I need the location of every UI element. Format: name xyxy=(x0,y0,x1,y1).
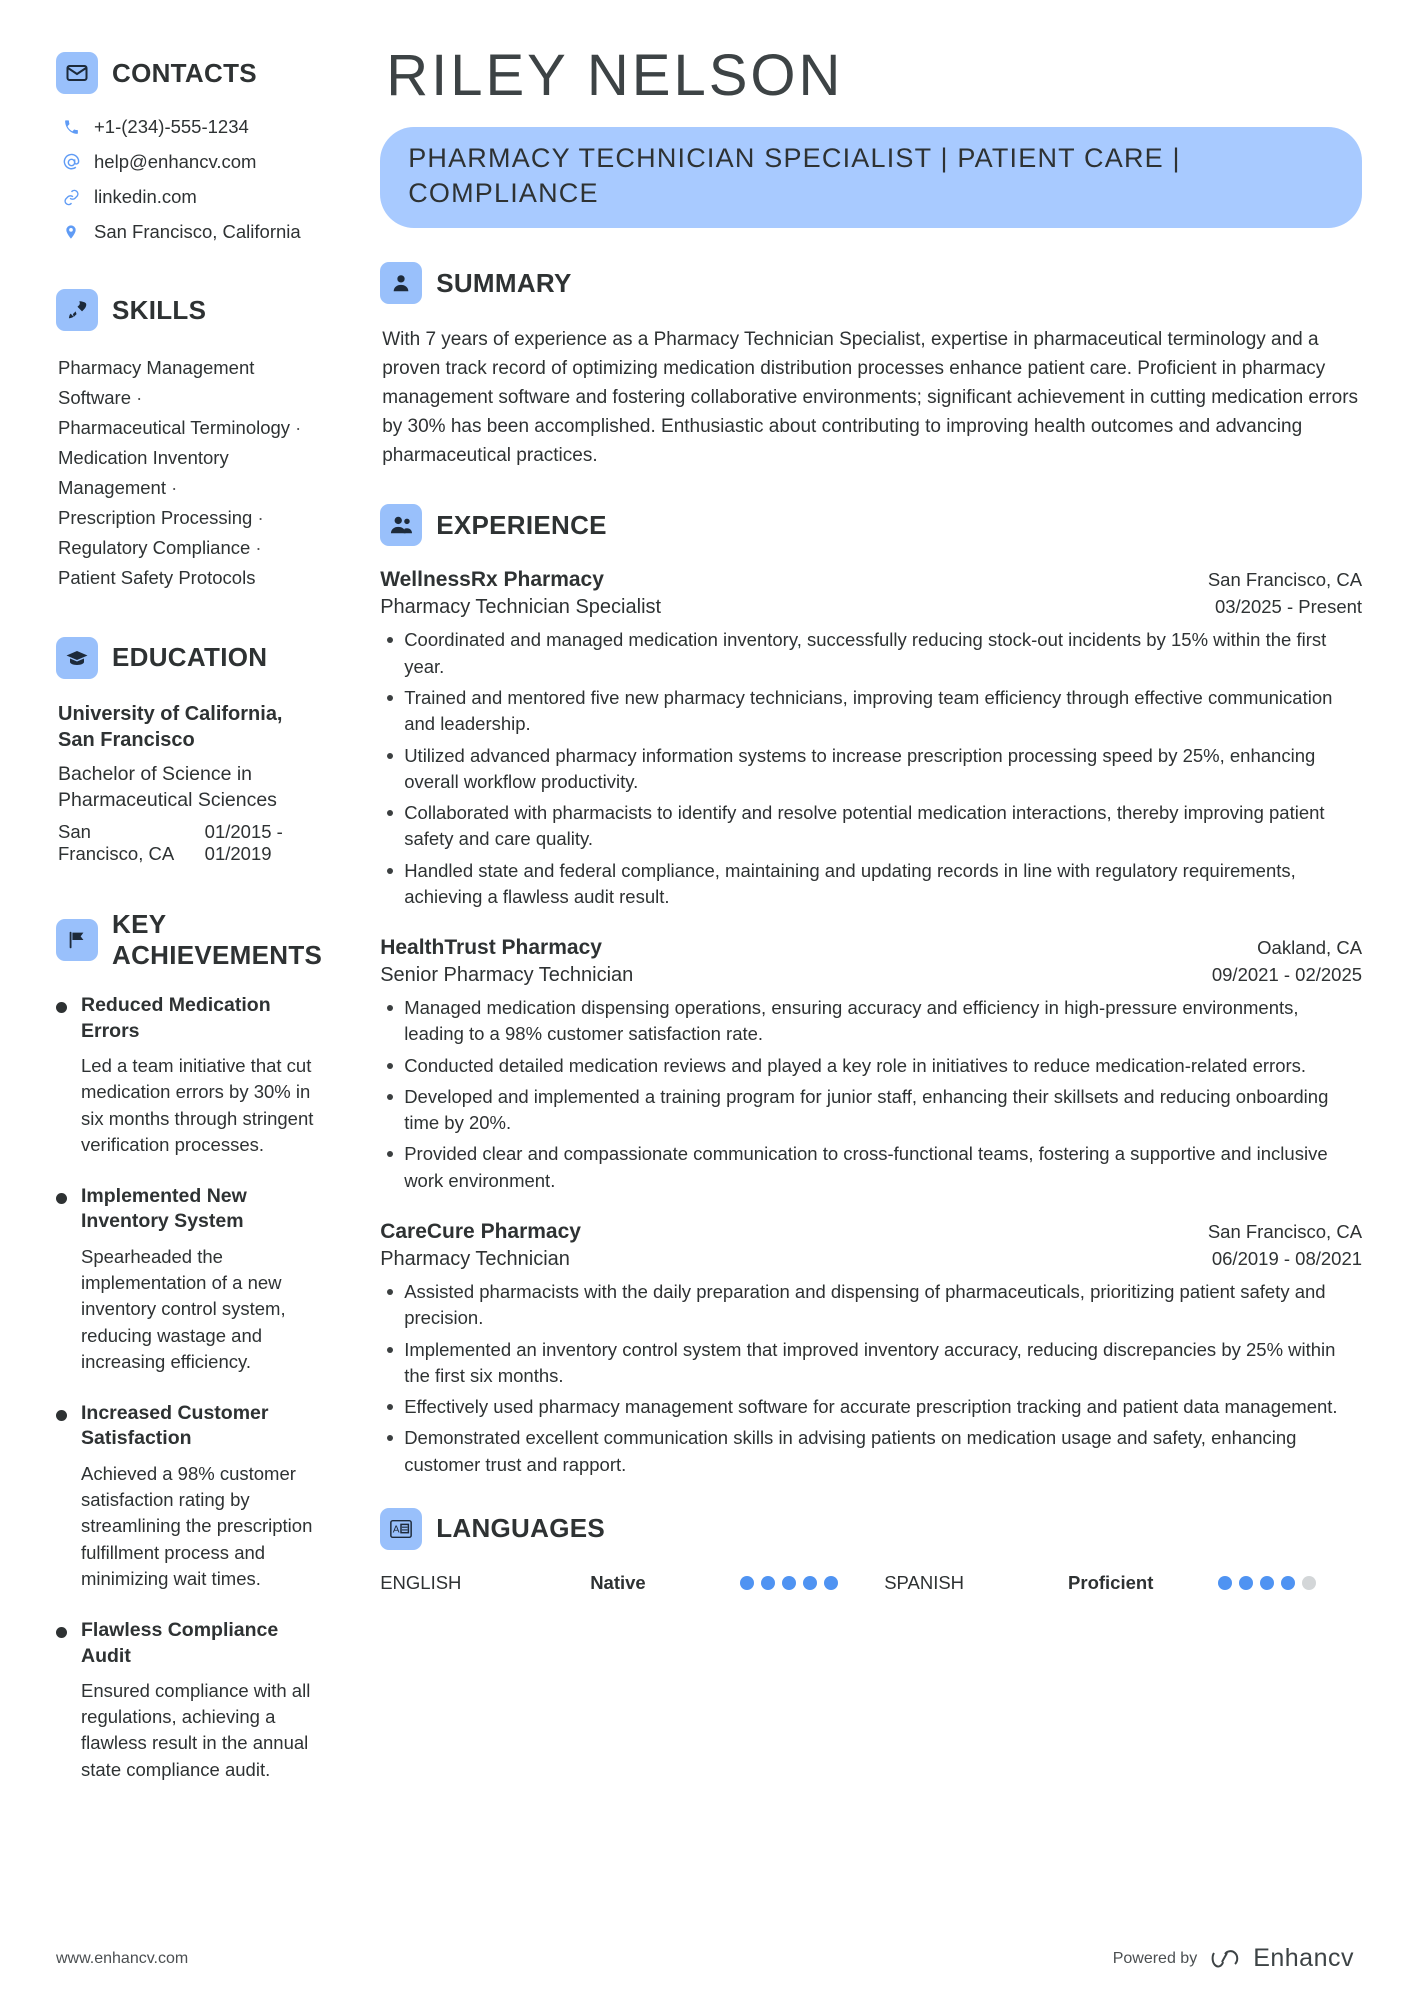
person-icon xyxy=(380,262,422,304)
translate-icon xyxy=(380,1508,422,1550)
achievements-section-header xyxy=(56,909,322,971)
experience-dates: 06/2019 - 08/2021 xyxy=(1211,1247,1363,1269)
contact-location-text: San Francisco, California xyxy=(94,221,301,242)
experience-role: Senior Pharmacy Technician xyxy=(380,964,634,987)
skill-item: Regulatory Compliance · xyxy=(58,536,262,558)
contacts-title: CONTACTS xyxy=(112,57,257,88)
summary-title: SUMMARY xyxy=(436,267,572,298)
language-rating xyxy=(740,1576,838,1590)
brand-logo xyxy=(1211,1944,1354,1973)
bullet-item: Provided clear and compassionate communication to cross-functional teams, fostering a supportive and inclusive work environment. xyxy=(380,1141,1362,1194)
experience-entry xyxy=(380,568,1362,910)
powered-by-label: Powered by xyxy=(1112,1949,1198,1967)
experience-location: Oakland, CA xyxy=(1257,937,1363,959)
skill-label: Medication Inventory Management xyxy=(58,446,229,498)
language-rating xyxy=(1218,1576,1316,1590)
education-school: University of California, San Francisco xyxy=(58,702,283,751)
languages-section-header xyxy=(380,1508,1362,1550)
sidebar-column xyxy=(56,40,356,1918)
people-icon xyxy=(380,504,422,546)
bullet-item: Handled state and federal compliance, maintaining and updating records in line with regulatory requirements, achieving a flawless audit result. xyxy=(380,858,1362,911)
experience-location: San Francisco, CA xyxy=(1207,569,1363,591)
contact-link[interactable] xyxy=(60,186,322,208)
experience-role: Pharmacy Technician Specialist xyxy=(380,596,662,619)
envelope-icon xyxy=(56,52,98,94)
bullet-item: Developed and implemented a training program for junior staff, enhancing their skillsets and reducing onboarding time by 20%. xyxy=(380,1084,1362,1137)
bullet-item: Managed medication dispensing operations, ensuring accuracy and efficiency in high-pressure environments, leading to a 98% customer satisfaction rate. xyxy=(380,995,1362,1048)
summary-text: With 7 years of experience as a Pharmacy Technician Specialist, expertise in pharmaceutical terminology and a proven track record of optimizing medication distribution processes enhance patient care. Proficient in pharmacy management software and fostering collaborative environments; significant achievement in cutting medication errors by 30% has been accomplished. Enthusiastic about contributing to improving health outcomes and advancing pharmaceutical practices. xyxy=(382,329,1359,466)
education-entry xyxy=(58,701,322,866)
skills-title: SKILLS xyxy=(112,294,207,325)
achievement-item xyxy=(56,993,322,1158)
achievement-title: Reduced Medication Errors xyxy=(81,994,271,1042)
experience-bullets xyxy=(380,995,1362,1194)
skills-section-header xyxy=(56,289,322,331)
achievement-text: Spearheaded the implementation of a new inventory control system, reducing wastage and increasing efficiency. xyxy=(81,1245,286,1372)
bullet-item: Effectively used pharmacy management software for accurate prescription tracking and patient data management. xyxy=(380,1394,1362,1420)
achievement-title: Increased Customer Satisfaction xyxy=(81,1402,269,1450)
brand-name: Enhancv xyxy=(1253,1944,1354,1972)
achievement-text: Led a team initiative that cut medication errors by 30% in six months through stringent verification processes. xyxy=(81,1055,314,1155)
contact-location[interactable] xyxy=(60,221,322,243)
language-level: Native xyxy=(590,1571,646,1593)
education-location: San Francisco, CA xyxy=(58,821,175,865)
bullet-icon xyxy=(56,1002,67,1013)
experience-location: San Francisco, CA xyxy=(1207,1220,1363,1242)
achievement-title: Flawless Compliance Audit xyxy=(81,1619,279,1667)
achievement-item xyxy=(56,1618,322,1783)
link-icon xyxy=(60,189,82,206)
summary-section-header xyxy=(380,262,1362,304)
experience-entry-subheader xyxy=(380,964,1362,987)
resume-columns xyxy=(56,40,1363,1918)
skill-label: Patient Safety Protocols xyxy=(58,566,256,588)
contact-email-text: help@enhancv.com xyxy=(94,151,257,172)
experience-company: HealthTrust Pharmacy xyxy=(380,936,602,960)
graduation-cap-icon xyxy=(56,637,98,679)
bullet-item: Collaborated with pharmacists to identify and resolve potential medication interactions, thereby improving patient safety and care quality. xyxy=(380,800,1362,853)
location-icon xyxy=(60,223,82,241)
svg-text:A: A xyxy=(392,1524,400,1536)
experience-dates: 09/2021 - 02/2025 xyxy=(1211,964,1363,986)
at-icon xyxy=(60,153,82,172)
experience-entry-header xyxy=(380,1220,1362,1244)
education-title: EDUCATION xyxy=(112,642,268,673)
achievement-text: Achieved a 98% customer satisfaction rating by streamlining the prescription fulfillment process and minimizing wait times. xyxy=(81,1462,313,1589)
flag-icon xyxy=(56,919,98,961)
bullet-icon xyxy=(56,1193,67,1204)
experience-section-header xyxy=(380,504,1362,546)
experience-dates: 03/2025 - Present xyxy=(1214,596,1363,618)
experience-company: CareCure Pharmacy xyxy=(380,1219,581,1243)
bullet-item: Utilized advanced pharmacy information systems to increase prescription processing speed by 25%, enhancing overall workflow productivity. xyxy=(380,743,1362,796)
main-column xyxy=(356,40,1362,1918)
contacts-section-header xyxy=(56,52,322,94)
contact-link-text: linkedin.com xyxy=(94,186,197,207)
experience-entry-subheader xyxy=(380,1248,1362,1271)
contact-phone-text: +1-(234)-555-1234 xyxy=(94,116,249,137)
education-dates: 01/2015 - 01/2019 xyxy=(204,821,283,865)
experience-bullets xyxy=(380,627,1362,910)
bullet-icon xyxy=(56,1410,67,1421)
education-meta xyxy=(58,821,322,865)
achievement-text: Ensured compliance with all regulations, achieving a flawless result in the annual state compliance audit. xyxy=(81,1679,311,1780)
powered-by xyxy=(1113,1944,1354,1973)
achievement-title: Implemented New Inventory System xyxy=(81,1185,247,1233)
skill-item xyxy=(58,563,322,593)
bullet-item: Coordinated and managed medication inventory, successfully reducing stock-out incidents by 15% within the first year. xyxy=(380,627,1362,680)
achievements-title: KEY ACHIEVEMENTS xyxy=(112,909,323,971)
experience-entry-header xyxy=(380,568,1362,592)
rocket-icon xyxy=(56,289,98,331)
skill-label: Prescription Processing xyxy=(58,506,253,528)
achievements-list xyxy=(56,993,322,1783)
footer xyxy=(56,1918,1354,1995)
experience-role: Pharmacy Technician xyxy=(380,1247,570,1270)
contact-email[interactable] xyxy=(60,151,322,173)
experience-company: WellnessRx Pharmacy xyxy=(380,568,604,592)
skill-label: Pharmaceutical Terminology xyxy=(58,416,291,438)
skill-item: Pharmaceutical Terminology · xyxy=(58,416,302,438)
skills-list xyxy=(58,353,322,593)
skill-item: Medication Inventory Management · xyxy=(58,446,229,498)
language-name: ENGLISH xyxy=(380,1571,462,1593)
bullet-item: Trained and mentored five new pharmacy technicians, improving team efficiency through effective communication and leadership. xyxy=(380,685,1362,738)
education-degree: Bachelor of Science in Pharmaceutical Sciences xyxy=(58,762,277,812)
experience-bullets xyxy=(380,1279,1362,1478)
bullet-item: Demonstrated excellent communication skills in advising patients on medication usage and safety, enhancing customer trust and rapport. xyxy=(380,1425,1362,1478)
bullet-item: Assisted pharmacists with the daily preparation and dispensing of pharmaceuticals, prioritizing patient safety and precision. xyxy=(380,1279,1362,1332)
experience-entry-header xyxy=(380,936,1362,960)
experience-entry xyxy=(380,1220,1362,1478)
bullet-item: Conducted detailed medication reviews and played a key role in initiatives to reduce medication-related errors. xyxy=(380,1053,1362,1079)
experience-entry xyxy=(380,936,1362,1194)
experience-title: EXPERIENCE xyxy=(436,509,607,540)
achievement-item xyxy=(56,1184,322,1375)
phone-icon xyxy=(60,119,82,136)
footer-website[interactable]: www.enhancv.com xyxy=(56,1949,189,1967)
language-level: Proficient xyxy=(1068,1571,1154,1593)
contacts-list xyxy=(60,116,322,243)
language-name: SPANISH xyxy=(884,1571,965,1593)
education-section-header xyxy=(56,637,322,679)
achievement-item xyxy=(56,1401,322,1592)
skill-label: Regulatory Compliance xyxy=(58,536,251,558)
skill-item: Prescription Processing · xyxy=(58,506,264,528)
bullet-icon xyxy=(56,1627,67,1638)
bullet-item: Implemented an inventory control system that improved inventory accuracy, reducing discrepancies by 25% within the first six months. xyxy=(380,1337,1362,1390)
page-title: RILEY NELSON xyxy=(386,43,844,108)
language-row xyxy=(380,1572,1362,1594)
languages-title: LANGUAGES xyxy=(436,1513,606,1544)
job-title-banner: PHARMACY TECHNICIAN SPECIALIST | PATIENT CARE | COMPLIANCE xyxy=(380,127,1362,228)
skill-label: Pharmacy Management Software xyxy=(58,357,255,408)
skill-item: Pharmacy Management Software · xyxy=(58,357,255,408)
contact-phone[interactable] xyxy=(60,116,322,138)
experience-entry-subheader xyxy=(380,596,1362,619)
